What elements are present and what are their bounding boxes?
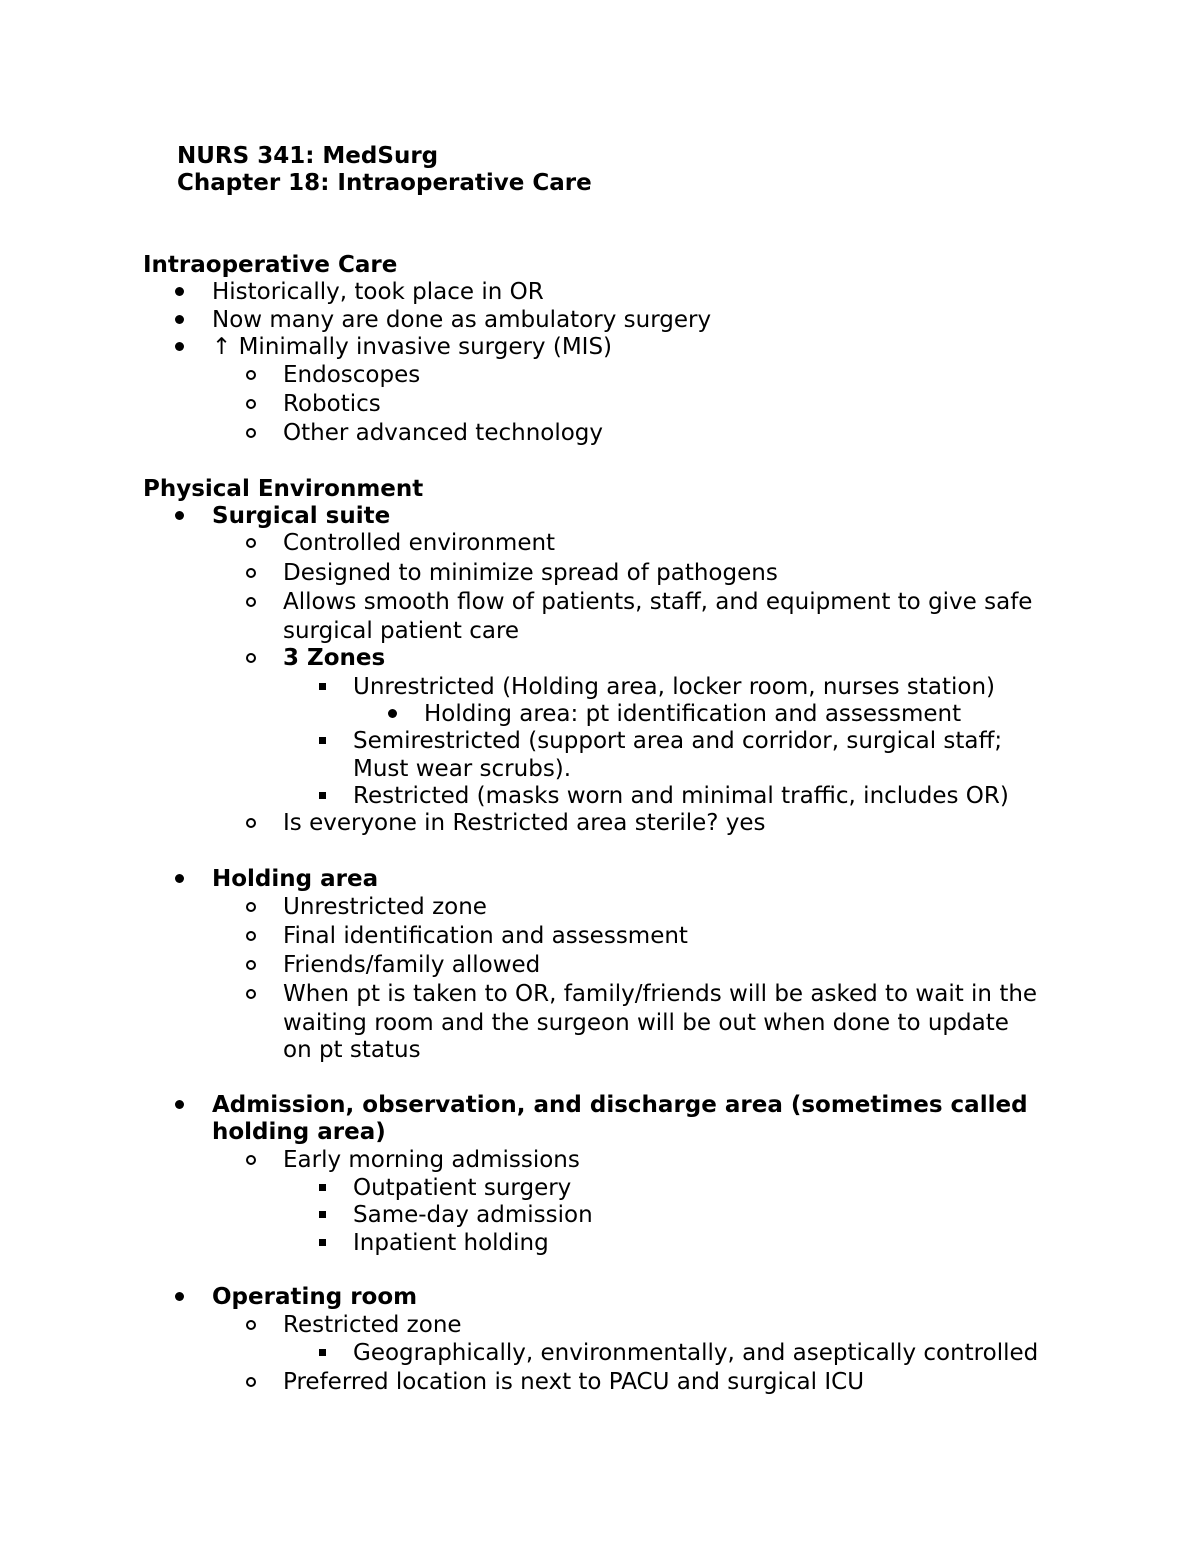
circle-bullet	[246, 989, 256, 999]
list-item: Restricted zone	[283, 1312, 462, 1338]
list-item-continuation: on pt status	[283, 1037, 421, 1063]
list-item: Geographically, environmentally, and aseptically controlled	[353, 1340, 1039, 1366]
list-item: Now many are done as ambulatory surgery	[212, 307, 712, 333]
list-item: Inpatient holding	[353, 1230, 549, 1256]
list-item: Other advanced technology	[283, 420, 604, 446]
list-item: Holding area: pt identification and assessment	[424, 701, 962, 727]
square-bullet	[319, 1184, 326, 1191]
square-bullet	[319, 1211, 326, 1218]
square-bullet	[319, 683, 326, 690]
list-item: Preferred location is next to PACU and surgical ICU	[283, 1369, 865, 1395]
list-item-heading: Surgical suite	[212, 503, 391, 529]
list-item: Historically, took place in OR	[212, 279, 544, 305]
list-item: Allows smooth flow of patients, staff, and equipment to give safe	[283, 589, 1033, 615]
section-heading-physical: Physical Environment	[143, 476, 424, 502]
list-item: When pt is taken to OR, family/friends will be asked to wait in the	[283, 981, 1038, 1007]
disc-bullet	[175, 874, 184, 883]
disc-bullet	[175, 511, 184, 520]
list-item: Restricted (masks worn and minimal traffic, includes OR)	[353, 783, 1009, 809]
disc-bullet	[388, 709, 397, 718]
list-item: Robotics	[283, 391, 381, 417]
disc-bullet	[175, 342, 184, 351]
list-item: Unrestricted (Holding area, locker room, nurses station)	[353, 674, 996, 700]
circle-bullet	[246, 902, 256, 912]
list-item: Friends/family allowed	[283, 952, 541, 978]
list-item: Final identification and assessment	[283, 923, 688, 949]
list-item-continuation: Must wear scrubs).	[353, 756, 572, 782]
circle-bullet	[246, 597, 256, 607]
list-item-heading: Operating room	[212, 1284, 418, 1310]
circle-bullet	[246, 653, 256, 663]
square-bullet	[319, 1239, 326, 1246]
circle-bullet	[246, 399, 256, 409]
list-item: Unrestricted zone	[283, 894, 487, 920]
circle-bullet	[246, 370, 256, 380]
list-item: Semirestricted (support area and corridor, surgical staff;	[353, 728, 1003, 754]
list-item: Endoscopes	[283, 362, 421, 388]
course-title: NURS 341: MedSurg	[177, 143, 439, 169]
list-item-continuation: waiting room and the surgeon will be out when done to update	[283, 1010, 1009, 1036]
circle-bullet	[246, 568, 256, 578]
list-item-heading: Admission, observation, and discharge area (sometimes called	[212, 1092, 1028, 1118]
square-bullet	[319, 792, 326, 799]
square-bullet	[319, 1349, 326, 1356]
circle-bullet	[246, 818, 256, 828]
list-item: Early morning admissions	[283, 1147, 580, 1173]
list-item: Designed to minimize spread of pathogens	[283, 560, 778, 586]
disc-bullet	[175, 287, 184, 296]
chapter-title: Chapter 18: Intraoperative Care	[177, 170, 592, 196]
circle-bullet	[246, 960, 256, 970]
list-item: Is everyone in Restricted area sterile? yes	[283, 810, 766, 836]
circle-bullet	[246, 1320, 256, 1330]
disc-bullet	[175, 315, 184, 324]
list-item: ↑ Minimally invasive surgery (MIS)	[212, 334, 613, 360]
square-bullet	[319, 737, 326, 744]
list-item: Controlled environment	[283, 530, 556, 556]
list-item-heading-continuation: holding area)	[212, 1119, 386, 1145]
circle-bullet	[246, 931, 256, 941]
circle-bullet	[246, 1377, 256, 1387]
section-heading-intraoperative: Intraoperative Care	[143, 252, 398, 278]
disc-bullet	[175, 1292, 184, 1301]
list-item: Same-day admission	[353, 1202, 593, 1228]
list-item-heading: 3 Zones	[283, 645, 386, 671]
circle-bullet	[246, 538, 256, 548]
list-item-continuation: surgical patient care	[283, 618, 520, 644]
circle-bullet	[246, 428, 256, 438]
circle-bullet	[246, 1155, 256, 1165]
disc-bullet	[175, 1100, 184, 1109]
list-item: Outpatient surgery	[353, 1175, 572, 1201]
list-item-heading: Holding area	[212, 866, 379, 892]
